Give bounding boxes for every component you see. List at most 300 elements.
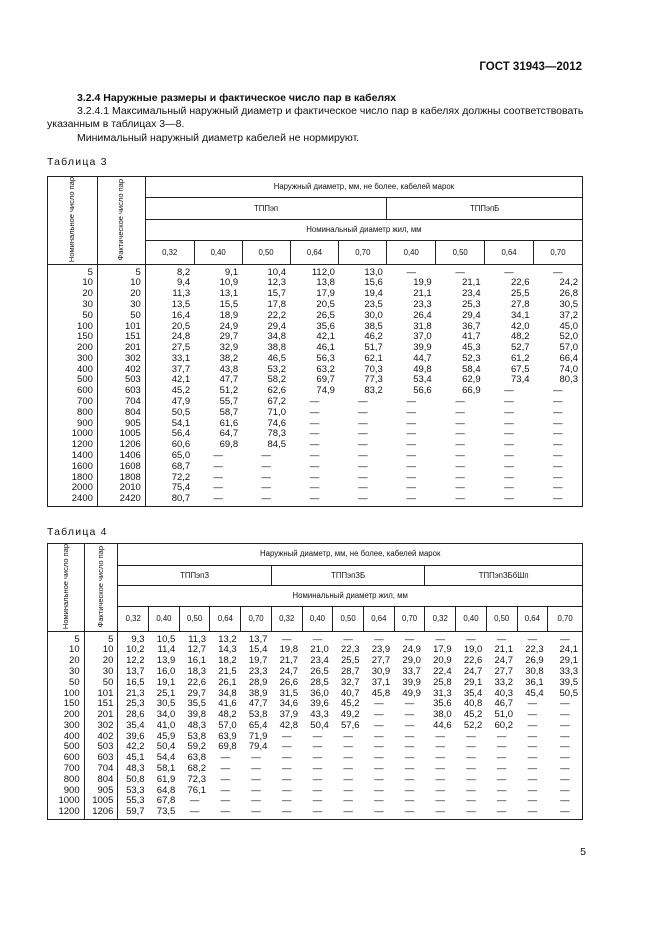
table-row — [48, 631, 583, 644]
group-header: Наружный диаметр, мм, не более, кабелей марок — [145, 177, 582, 198]
table-cell: 59,7 — [118, 807, 149, 820]
table-cell: 29,7 — [219, 331, 239, 343]
table-cell: — — [485, 494, 534, 507]
table-cell: — — [374, 773, 384, 785]
table-cell: — — [455, 428, 465, 440]
table-row — [48, 440, 583, 451]
table-cell: 74,6 — [267, 417, 287, 429]
table-cell: — — [404, 730, 415, 742]
diameter-header: 0,50 — [333, 607, 364, 632]
table-cell: 13,9 — [156, 655, 176, 667]
table-cell: 41,0 — [156, 719, 176, 731]
table-cell: 72,3 — [187, 773, 206, 785]
table-cell: 603 — [84, 753, 118, 764]
table-cell: 804 — [97, 407, 145, 418]
table-cell: — — [548, 796, 583, 807]
table-cell: — — [496, 633, 507, 645]
table-cell: 45,2 — [171, 385, 191, 397]
table-cell: — — [504, 396, 514, 408]
table-cell: 34,8 — [218, 687, 237, 699]
table-cell: 67,8 — [156, 795, 176, 807]
table-cell: — — [343, 633, 353, 645]
table-cell: 49,2 — [341, 709, 360, 721]
diameter-header: 0,50 — [179, 607, 210, 632]
table-cell: 20,5 — [171, 320, 191, 332]
table-row — [48, 299, 583, 310]
table-cell: 26,5 — [316, 309, 335, 321]
table-cell: 24,1 — [548, 645, 583, 656]
diameter-header: 0,32 — [271, 607, 302, 632]
table-cell: 33,3 — [548, 666, 583, 677]
table-cell: 57,6 — [341, 719, 360, 731]
table-cell: 76,1 — [187, 784, 206, 796]
table-cell: 30,0 — [364, 309, 383, 321]
table-cell: 1400 — [48, 450, 98, 461]
table-cell: — — [343, 752, 353, 764]
table-cell: 54,4 — [156, 752, 176, 764]
table-cell: 18,3 — [187, 665, 206, 677]
table-row — [48, 407, 583, 418]
diameter-header: 0,32 — [118, 607, 149, 632]
table-cell: 56,4 — [171, 428, 191, 440]
table-cell: 1608 — [97, 461, 145, 472]
table-cell: — — [281, 633, 292, 645]
col-nominal-header: Номинальное число пар — [48, 177, 98, 265]
table-cell: 23,3 — [413, 298, 432, 310]
table-cell: 20,9 — [433, 655, 452, 667]
table-cell: 66,9 — [462, 385, 481, 397]
table-cell: 10 — [84, 645, 118, 656]
table-cell: — — [312, 730, 323, 742]
table-cell: 402 — [97, 364, 145, 375]
table-cell: — — [504, 406, 514, 418]
diameter-header: 0,70 — [394, 607, 425, 632]
table-cell: — — [527, 730, 538, 742]
table-cell: — — [309, 396, 320, 408]
table-cell: — — [534, 483, 583, 494]
table-cell: 1206 — [84, 807, 118, 820]
table-cell: 50,5 — [548, 688, 583, 699]
table-cell: — — [548, 709, 583, 720]
table-cell: — — [534, 429, 583, 440]
table-cell: 19,7 — [248, 655, 268, 667]
table-cell: 46,1 — [316, 342, 335, 354]
table-cell: 13,7 — [248, 633, 268, 645]
table-cell: — — [406, 450, 417, 462]
table-cell: 2010 — [97, 483, 145, 494]
table-cell: 53,8 — [248, 709, 268, 721]
col-nominal-header: Номинальное число пар — [48, 544, 85, 632]
table-cell: — — [456, 807, 487, 820]
table-cell: 25,1 — [156, 687, 176, 699]
table-cell: — — [374, 784, 384, 796]
table-row — [48, 763, 583, 774]
table-cell: — — [435, 633, 445, 645]
table-cell: 5 — [84, 631, 118, 644]
table-row — [48, 278, 583, 289]
table-cell: — — [374, 709, 384, 721]
table-cell: — — [466, 752, 476, 764]
table-cell: 19,9 — [413, 277, 432, 289]
table-cell: 100 — [48, 688, 85, 699]
table-cell: 69,7 — [316, 374, 335, 386]
table-cell: 20,5 — [316, 298, 335, 310]
table-cell: — — [189, 795, 200, 807]
table-cell: — — [466, 741, 476, 753]
table-cell: 500 — [48, 375, 98, 386]
table-row — [48, 375, 583, 386]
table-cell: 905 — [97, 418, 145, 429]
table-cell: — — [333, 807, 364, 820]
table-cell: 44,6 — [433, 719, 452, 731]
table-cell: — — [251, 784, 261, 796]
table-cell: 30 — [84, 666, 118, 677]
table-row — [48, 699, 583, 710]
table-cell: 1200 — [48, 807, 85, 820]
table-cell: 26,4 — [413, 309, 432, 321]
table-cell: 19,4 — [364, 288, 383, 300]
subheader: Номинальный диаметр жил, мм — [118, 586, 583, 607]
table-cell: — — [358, 417, 368, 429]
table-cell: — — [374, 795, 384, 807]
table-cell: 52,3 — [462, 352, 481, 364]
table-cell: 58,1 — [156, 763, 176, 775]
table-cell: 27,8 — [511, 298, 530, 310]
table-cell: 29,0 — [402, 655, 421, 667]
table-cell: 14,3 — [218, 644, 237, 656]
table-cell: 16,4 — [171, 309, 191, 321]
table-cell: — — [504, 417, 514, 429]
table-row — [48, 645, 583, 656]
table-cell: 28,7 — [341, 665, 360, 677]
table-cell: 5 — [48, 264, 98, 277]
table-cell: — — [548, 774, 583, 785]
table-cell: 48,3 — [126, 763, 145, 775]
table-cell: 40,8 — [463, 698, 483, 710]
table-cell: 37,7 — [171, 363, 191, 375]
table-cell: 1000 — [48, 429, 98, 440]
table-cell: 29,7 — [187, 687, 206, 699]
table-cell: 49,8 — [413, 363, 432, 375]
table-cell: — — [220, 784, 231, 796]
table-cell: — — [404, 719, 415, 731]
table-cell: 21,5 — [218, 665, 237, 677]
table-cell: 31,3 — [433, 687, 452, 699]
table-cell: 400 — [48, 364, 98, 375]
table-cell: 39,8 — [187, 709, 206, 721]
table-cell: — — [534, 386, 583, 397]
table-cell: 34,1 — [511, 309, 530, 321]
table-cell: — — [343, 730, 353, 742]
table-cell: 30,9 — [371, 665, 391, 677]
table-cell: — — [242, 494, 290, 507]
table-cell: 32,7 — [341, 676, 360, 688]
table-cell: 54,1 — [171, 417, 191, 429]
table-cell: 29,4 — [267, 320, 287, 332]
table-cell: 17,8 — [267, 298, 287, 310]
table-cell: 51,2 — [219, 385, 239, 397]
table-cell: — — [364, 807, 395, 820]
table-cell: — — [394, 807, 425, 820]
table-cell: 84,5 — [267, 439, 287, 451]
table-cell: — — [548, 742, 583, 753]
table-cell: — — [281, 730, 292, 742]
table-cell: — — [466, 773, 476, 785]
table-cell: — — [309, 471, 320, 483]
table-cell: 39,9 — [413, 342, 432, 354]
table-row — [48, 472, 583, 483]
table-row — [48, 483, 583, 494]
table-cell: — — [358, 460, 368, 472]
diameter-header: 0,64 — [290, 241, 339, 265]
table-cell: 402 — [84, 731, 118, 742]
table-cell: — — [220, 752, 231, 764]
table-cell: 30 — [97, 299, 145, 310]
table-cell: 38,2 — [219, 352, 239, 364]
table-cell: — — [374, 763, 384, 775]
table-cell: 704 — [97, 396, 145, 407]
table-cell: — — [466, 784, 476, 796]
table-cell: — — [466, 633, 476, 645]
table-cell: — — [406, 482, 417, 494]
table-cell: 900 — [48, 418, 98, 429]
col-actual-header: Фактическое число пар — [84, 544, 118, 632]
table-cell: — — [527, 763, 538, 775]
table-4 — [47, 543, 583, 820]
group-header: Наружный диаметр, мм, не более, кабелей марок — [118, 544, 583, 566]
table-cell: 101 — [84, 688, 118, 699]
table-cell: — — [534, 472, 583, 483]
table-cell: — — [312, 773, 323, 785]
table-cell: 25,3 — [126, 698, 145, 710]
table-cell: — — [312, 633, 323, 645]
table-cell: 112,0 — [311, 266, 335, 278]
table-cell: 42,2 — [126, 741, 145, 753]
table-cell: 36,1 — [525, 676, 544, 688]
table-cell: 804 — [84, 774, 118, 785]
table-cell: — — [527, 773, 538, 785]
table-cell: — — [374, 698, 384, 710]
table-cell: 75,4 — [171, 482, 191, 494]
table-cell: 600 — [48, 753, 85, 764]
table-cell: 15,5 — [219, 298, 239, 310]
table-cell: 22,6 — [511, 277, 530, 289]
table-cell: — — [534, 396, 583, 407]
table-cell: 37,1 — [371, 676, 391, 688]
table-cell: 10,4 — [267, 266, 287, 278]
table-cell: — — [455, 266, 465, 278]
table-cell: 72,2 — [171, 471, 191, 483]
table-cell: — — [455, 406, 465, 418]
table-cell: — — [534, 407, 583, 418]
table-cell: 49,9 — [402, 687, 421, 699]
table-cell: 37,9 — [279, 709, 299, 721]
table-cell: 77,3 — [364, 374, 383, 386]
table-cell: 42,0 — [511, 320, 530, 332]
table-cell: 45,2 — [463, 709, 483, 721]
table-cell: 59,2 — [187, 741, 206, 753]
brand-header: ТППэпБ — [387, 198, 583, 219]
table-cell: 45,1 — [126, 752, 145, 764]
table-cell: 37,2 — [534, 310, 583, 321]
table-cell: — — [466, 730, 476, 742]
table-cell: — — [455, 460, 465, 472]
table-cell: 302 — [97, 353, 145, 364]
table-cell: 10,2 — [126, 644, 145, 656]
table-cell: — — [210, 807, 241, 820]
table-cell: — — [534, 494, 583, 507]
table-cell: 61,9 — [156, 773, 176, 785]
table-cell: 5 — [48, 631, 85, 644]
table-cell: — — [496, 773, 507, 785]
table-cell: — — [404, 741, 415, 753]
table-row — [48, 429, 583, 440]
table-cell: — — [496, 741, 507, 753]
table-cell: 53,3 — [126, 784, 145, 796]
table-cell: 300 — [48, 353, 98, 364]
table-cell: 26,1 — [218, 676, 237, 688]
table-cell: 56,6 — [413, 385, 432, 397]
table-cell: 63,2 — [316, 363, 335, 375]
table-cell: — — [220, 773, 231, 785]
diameter-header: 0,40 — [456, 607, 487, 632]
table-cell: 10 — [48, 278, 98, 289]
table-cell: 58,4 — [462, 363, 481, 375]
table-cell: — — [527, 752, 538, 764]
table-row — [48, 753, 583, 764]
table-cell: — — [406, 406, 417, 418]
brand-header: ТППэпЗБ — [271, 565, 425, 586]
table-cell: — — [455, 450, 465, 462]
table-cell: 50 — [97, 310, 145, 321]
table-cell: 200 — [48, 709, 85, 720]
diameter-header: 0,70 — [339, 241, 387, 265]
table-cell: 11,3 — [172, 288, 191, 300]
table-cell: 600 — [48, 386, 98, 397]
table-cell: 13,8 — [316, 277, 335, 289]
table-cell: 10 — [97, 278, 145, 289]
table-cell: 47,9 — [171, 396, 191, 408]
table-cell: — — [504, 471, 514, 483]
table-cell: 700 — [48, 763, 85, 774]
table-cell: 21,1 — [462, 277, 481, 289]
table-cell: — — [343, 784, 353, 796]
table-cell: 50,4 — [156, 741, 176, 753]
table-cell: 13,7 — [126, 665, 145, 677]
table-cell: 38,8 — [267, 342, 287, 354]
table-cell: — — [343, 741, 353, 753]
table-cell: — — [425, 807, 456, 820]
diameter-header: 0,40 — [387, 241, 436, 265]
table-cell: 16,5 — [126, 676, 145, 688]
table-cell: — — [406, 266, 417, 278]
table-row — [48, 342, 583, 353]
table3-caption: Таблица 3 — [47, 156, 108, 168]
table-row — [48, 288, 583, 299]
table-cell: 67,5 — [511, 363, 530, 375]
table-cell: 800 — [48, 407, 98, 418]
table-cell: — — [179, 807, 210, 820]
table-cell: — — [455, 417, 465, 429]
table-cell: 150 — [48, 699, 85, 710]
table-cell: 23,4 — [462, 288, 481, 300]
table-cell: 29,1 — [548, 655, 583, 666]
table-cell: 60,6 — [171, 439, 191, 451]
table-row — [48, 720, 583, 731]
table-cell: 900 — [48, 785, 85, 796]
table-cell: — — [504, 266, 514, 278]
table-cell: 19,0 — [463, 644, 483, 656]
table-cell: 300 — [48, 720, 85, 731]
table-cell: 25,5 — [511, 288, 530, 300]
table-row — [48, 731, 583, 742]
table-cell: 45,0 — [534, 321, 583, 332]
table-row — [48, 655, 583, 666]
table-cell: 9,1 — [224, 266, 239, 278]
table-cell: 25,3 — [462, 298, 481, 310]
table-row — [48, 321, 583, 332]
table-cell: 1808 — [97, 472, 145, 483]
table-cell: — — [527, 698, 538, 710]
table-cell: — — [343, 795, 353, 807]
table-cell: 25,5 — [341, 655, 360, 667]
table-cell: 1005 — [97, 429, 145, 440]
table-cell: 45,3 — [462, 342, 481, 354]
table-cell: 51,7 — [364, 342, 383, 354]
diameter-header: 0,70 — [548, 607, 583, 632]
table-cell: — — [548, 753, 583, 764]
table-cell: 24,7 — [494, 655, 514, 667]
table-cell: 35,4 — [126, 719, 145, 731]
table-row — [48, 677, 583, 688]
table-row — [48, 264, 583, 277]
table-cell: 20 — [48, 288, 98, 299]
table-cell: 45,9 — [156, 730, 176, 742]
table-cell: 26,6 — [279, 676, 299, 688]
table-cell: — — [435, 763, 445, 775]
table-cell: 69,8 — [219, 439, 239, 451]
table-cell: — — [435, 773, 445, 785]
table-cell: — — [281, 763, 292, 775]
table-cell: 61,2 — [511, 352, 530, 364]
table-cell: 74,0 — [534, 364, 583, 375]
table-cell: 1600 — [48, 461, 98, 472]
table-cell: 24,7 — [463, 665, 483, 677]
table-cell: 66,4 — [534, 353, 583, 364]
diameter-header: 0,32 — [425, 607, 456, 632]
diameter-header: 0,70 — [241, 607, 272, 632]
table-cell: — — [213, 450, 223, 462]
table-cell: 151 — [84, 699, 118, 710]
table-cell: 33,2 — [494, 676, 514, 688]
table-cell: — — [241, 807, 272, 820]
table-cell: 73,5 — [149, 807, 180, 820]
table-cell: 33,1 — [171, 352, 191, 364]
table-cell: — — [261, 482, 271, 494]
table-cell: 100 — [48, 321, 98, 332]
table-cell: 17,9 — [433, 644, 452, 656]
table-cell: 12,2 — [126, 655, 145, 667]
table-cell: 35,5 — [187, 698, 206, 710]
table-cell: 67,2 — [267, 396, 287, 408]
table-cell: 27,5 — [171, 342, 191, 354]
table-cell: 2400 — [48, 494, 98, 507]
table-cell: 46,7 — [494, 698, 514, 710]
table-cell: 18,2 — [218, 655, 237, 667]
brand-header: ТППэпЗБбШп — [425, 565, 583, 586]
table-cell: 39,9 — [402, 676, 421, 688]
table-cell: — — [251, 795, 261, 807]
